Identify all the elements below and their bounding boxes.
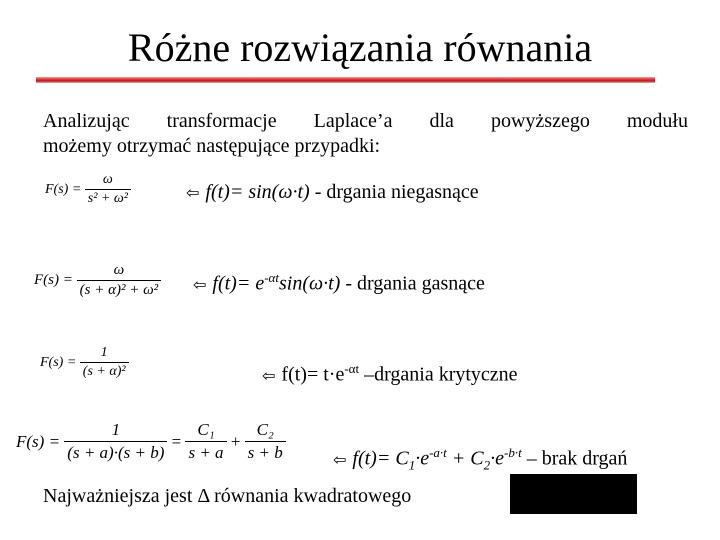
intro-line-1: Analizując transformacje Laplace’a dla powyższego modułu: [43, 110, 688, 132]
equals-sign: =: [171, 431, 182, 451]
formula-lhs: F(s) =: [16, 431, 61, 451]
title-underline: [36, 77, 655, 83]
formula-case-3: [40, 345, 129, 380]
result-exponent-1: -a·t: [429, 445, 447, 460]
result-case-2: [193, 266, 485, 297]
black-box: [510, 474, 637, 514]
slide-title: Różne rozwiązania równania: [127, 25, 593, 70]
left-arrow-icon: ⇦: [186, 183, 200, 202]
result-formula-post: sin(ω·t): [278, 272, 341, 295]
fraction-numerator: 1: [64, 420, 167, 442]
fraction-denominator: (s + α)² + ω²: [79, 282, 159, 298]
result-exponent: -αt: [344, 361, 360, 376]
result-subscript-1: 1: [408, 457, 416, 473]
result-case-1: [186, 180, 479, 205]
result-exponent-2: -b·t: [504, 445, 522, 460]
fraction-c1: [185, 420, 226, 463]
fraction-numerator: 1: [80, 345, 129, 363]
fraction-denominator: (s + a)·(s + b): [67, 443, 165, 462]
result-formula-mid-2: ·e: [490, 447, 505, 470]
formula-lhs: F(s) =: [34, 272, 73, 288]
result-subscript-2: 2: [483, 457, 491, 473]
fraction-denominator: s² + ω²: [87, 191, 128, 206]
fraction-numerator: C₁: [185, 420, 226, 442]
formula-case-4: [16, 420, 286, 463]
formula-case-2: [34, 262, 161, 299]
fraction-denominator: s + b: [247, 443, 283, 462]
fraction: [85, 172, 131, 207]
fraction-denominator: s + a: [188, 443, 224, 462]
fraction-numerator: C₂: [245, 420, 286, 442]
formula-lhs: F(s) =: [40, 354, 77, 370]
result-formula-mid: ·e: [415, 447, 430, 470]
fraction: [80, 345, 129, 380]
plus-sign: +: [230, 431, 241, 451]
fraction: [77, 262, 162, 299]
result-case-3: [262, 357, 518, 388]
fraction-c2: [245, 420, 286, 463]
result-description: - drgania gasnące: [340, 272, 485, 295]
result-formula-pre: f(t)= e: [212, 272, 265, 295]
fraction-numerator: ω: [85, 172, 131, 190]
result-description: – brak drgań: [521, 447, 628, 470]
result-formula: f(t)= sin(ω·t): [205, 181, 310, 203]
result-exponent: -αt: [264, 270, 279, 285]
result-case-4: [333, 441, 627, 478]
intro-line-2: możemy otrzymać następujące przypadki:: [43, 135, 381, 157]
result-formula-plus: + C: [446, 447, 484, 470]
result-description: –drgania krytyczne: [359, 363, 518, 386]
left-arrow-icon: ⇦: [333, 449, 347, 469]
fraction-numerator: ω: [77, 262, 162, 281]
result-description: - drgania niegasnące: [309, 181, 479, 203]
formula-lhs: F(s) =: [45, 181, 82, 197]
fraction-denominator: (s + α)²: [82, 364, 126, 379]
left-arrow-icon: ⇦: [262, 365, 276, 385]
footer-note: Najważniejsza jest Δ równania kwadratowego: [43, 485, 412, 507]
result-formula-pre: f(t)= t·e: [281, 363, 345, 386]
result-formula-pre: f(t)= C: [352, 447, 409, 470]
formula-case-1: [45, 172, 131, 207]
intro-paragraph: [43, 109, 688, 159]
fraction: [64, 420, 167, 463]
left-arrow-icon: ⇦: [193, 274, 207, 294]
